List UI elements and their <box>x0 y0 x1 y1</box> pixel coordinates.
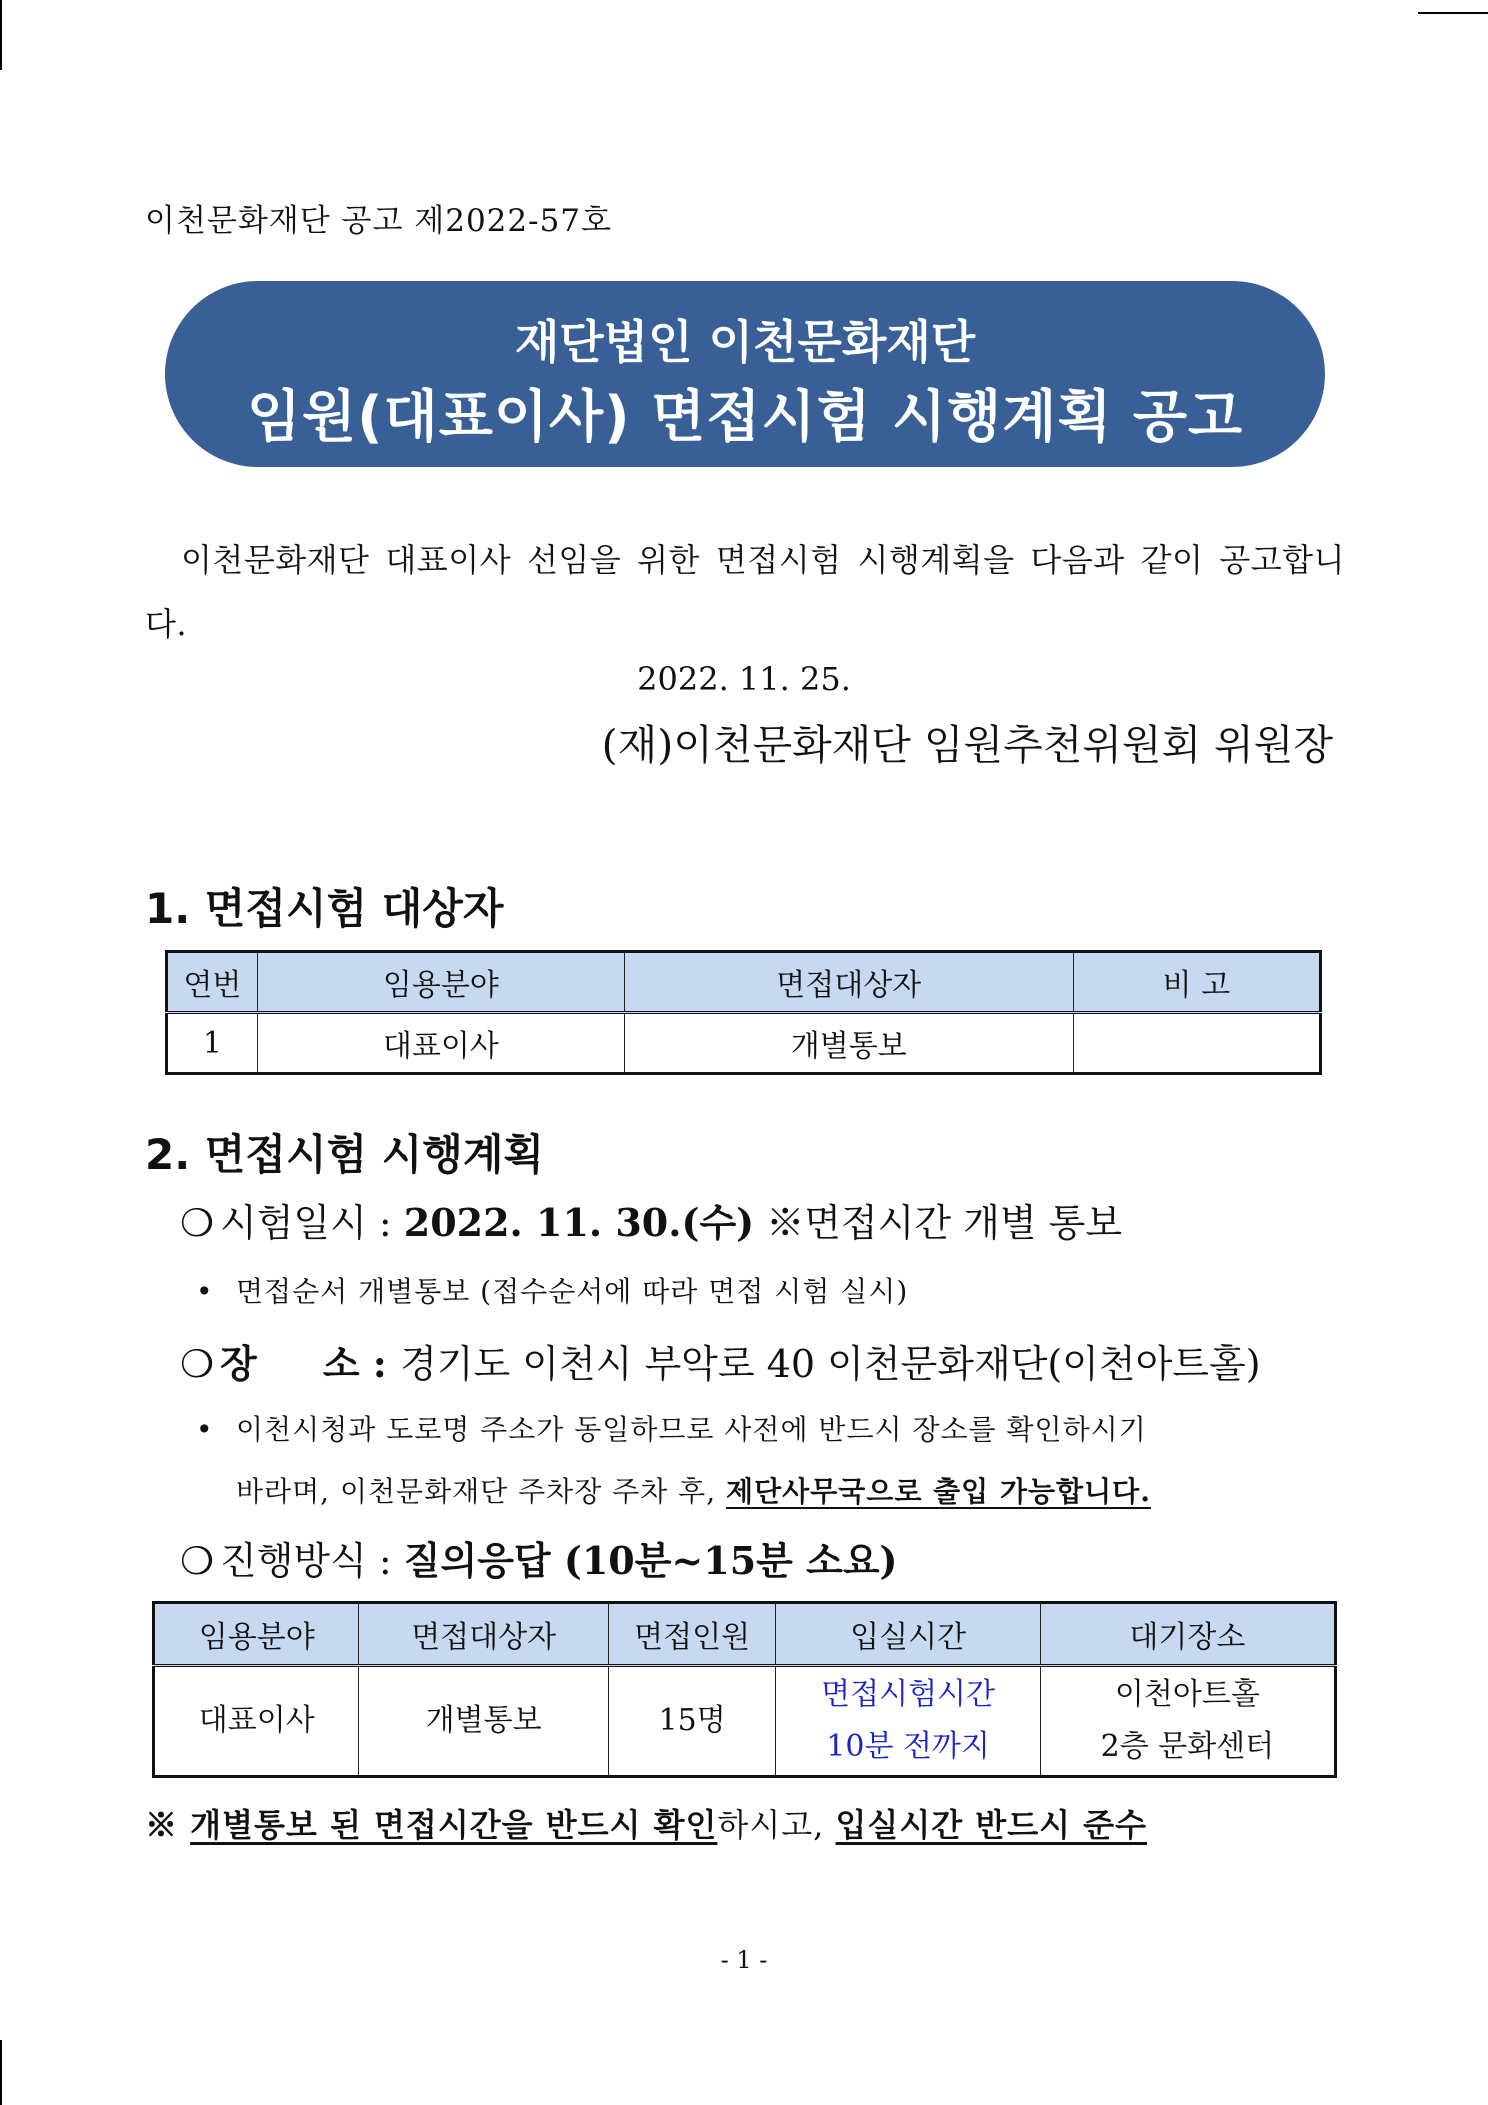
table-cell: 개별통보 <box>624 1013 1073 1074</box>
closing-text: 하시고, <box>717 1806 836 1844</box>
banner-title: 임원(대표이사) 면접시험 시행계획 공고 <box>246 385 1244 450</box>
intro-paragraph: 이천문화재단 대표이사 선임을 위한 면접시험 시행계획을 다음과 같이 공고합니다. <box>145 541 1345 643</box>
item-note: ※면접시간 개별 통보 <box>754 1201 1123 1245</box>
item-label: 시험일시 : <box>220 1201 404 1245</box>
closing-emphasis-1: 개별통보 된 면접시간을 반드시 확인 <box>190 1806 718 1844</box>
schedule-table <box>152 1601 1337 1778</box>
circle-bullet-icon: ❍ <box>180 1201 215 1245</box>
column-header: 면접대상자 <box>359 1603 608 1666</box>
bullet-text-line2: 바라며, 이천문화재단 주차장 주차 후, <box>236 1475 727 1508</box>
table-cell: 대표이사 <box>154 1666 359 1777</box>
table-header-row <box>154 1603 1336 1666</box>
bullet-text: 면접순서 개별통보 (접수순서에 따라 면접 시험 실시) <box>236 1275 909 1308</box>
closing-emphasis-2: 입실시간 반드시 준수 <box>835 1806 1147 1844</box>
bullet-text-line1: 이천시청과 도로명 주소가 동일하므로 사전에 반드시 장소를 확인하시기 <box>236 1413 1147 1446</box>
closing-note <box>145 1800 1147 1846</box>
notice-number: 이천문화재단 공고 제2022-57호 <box>145 203 612 239</box>
bullet-location-note <box>196 1408 1147 1448</box>
item-value: 질의응답 (10분~15분 소요) <box>403 1538 898 1583</box>
column-header: 비 고 <box>1073 952 1320 1013</box>
crop-mark-top-left <box>0 0 2 70</box>
schedule-item-location <box>180 1333 1261 1388</box>
waiting-place-cell <box>1040 1666 1335 1777</box>
item-label: 진행방식 : <box>220 1539 404 1583</box>
column-header: 입실시간 <box>776 1603 1040 1666</box>
waiting-place-line2: 2층 문화센터 <box>1100 1729 1275 1764</box>
announcement-date: 2022. 11. 25. <box>637 660 851 698</box>
title-banner <box>165 281 1325 467</box>
bullet-dot-icon: • <box>196 1275 214 1308</box>
schedule-item-method <box>180 1530 897 1585</box>
table-row <box>154 1666 1336 1777</box>
circle-bullet-icon: ❍ <box>180 1342 215 1386</box>
column-header: 대기장소 <box>1040 1603 1335 1666</box>
bullet-text-emphasis: 제단사무국으로 출입 가능합니다. <box>726 1475 1151 1508</box>
crop-mark-top-right <box>1418 12 1488 14</box>
column-header: 면접대상자 <box>624 952 1073 1013</box>
banner-subtitle: 재단법인 이천문화재단 <box>514 315 976 369</box>
column-header: 임용분야 <box>257 952 624 1013</box>
circle-bullet-icon: ❍ <box>180 1539 215 1583</box>
bullet-dot-icon: • <box>196 1413 214 1446</box>
table-header-row <box>167 952 1321 1013</box>
page-number: - 1 - <box>720 1946 768 1974</box>
entry-time-line2: 10분 전까지 <box>826 1729 990 1764</box>
column-header: 임용분야 <box>154 1603 359 1666</box>
table-cell: 15명 <box>608 1666 776 1777</box>
bullet-location-note-line2 <box>236 1470 1151 1510</box>
item-label: 장 소 : <box>220 1341 401 1386</box>
waiting-place-line1: 이천아트홀 <box>1114 1677 1260 1712</box>
candidate-table <box>165 950 1322 1075</box>
section1-heading: 1. 면접시험 대상자 <box>145 884 504 933</box>
item-value: 2022. 11. 30.(수) <box>403 1200 755 1245</box>
item-value: 경기도 이천시 부악로 40 이천문화재단(이천아트홀) <box>400 1342 1261 1386</box>
table-cell: 개별통보 <box>359 1666 608 1777</box>
table-cell: 대표이사 <box>257 1013 624 1074</box>
table-row <box>167 1013 1321 1074</box>
bullet-interview-order <box>196 1270 908 1310</box>
column-header: 연번 <box>167 952 258 1013</box>
section2-heading: 2. 면접시험 시행계획 <box>145 1130 544 1179</box>
reference-mark: ※ <box>145 1806 191 1844</box>
table-cell: 1 <box>167 1013 258 1074</box>
crop-mark-bottom-left <box>0 2040 2 2105</box>
column-header: 면접인원 <box>608 1603 776 1666</box>
schedule-item-datetime <box>180 1192 1122 1247</box>
signer: (재)이천문화재단 임원추천위원회 위원장 <box>601 721 1333 769</box>
table-cell <box>1073 1013 1320 1074</box>
entry-time-line1: 면접시험시간 <box>821 1677 996 1712</box>
entry-time-cell <box>776 1666 1040 1777</box>
